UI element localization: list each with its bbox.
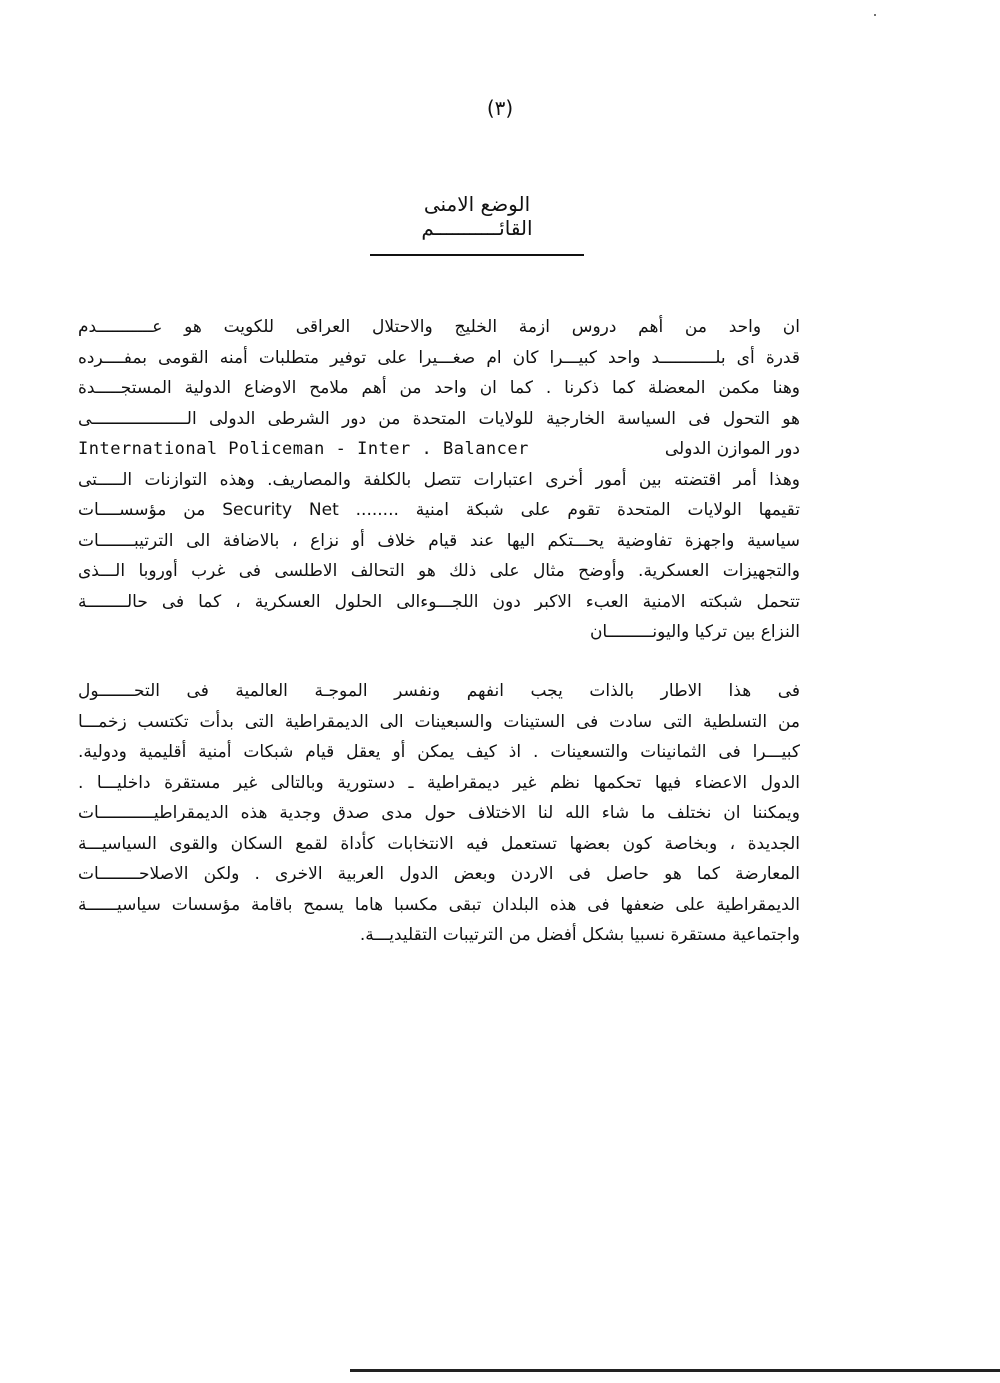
paragraph-line: الديمقراطية على ضعفها فى هذه البلدان تبقى مكسبا هاما يسمح باقامة مؤسسات سياسيــــــة	[78, 894, 800, 915]
section-title: الوضع الامنى القائـــــــــــم	[421, 192, 533, 240]
scan-edge-rule	[350, 1369, 1000, 1372]
paragraph-line: الدول الاعضاء فيها تحكمها نظم غير ديمقراطية ـ دستورية وبالتالى غير مستقرة داخليـــا .	[78, 772, 800, 793]
mixed-language-line	[78, 434, 800, 465]
title-underline	[370, 254, 584, 256]
paragraph-line: من التسلطية التى سادت فى الستينات والسبعينات الى الديمقراطية التى بدأت تكتسب زخمـــا	[78, 711, 800, 732]
paragraph-line: ويمكننا ان نختلف ما شاء الله لنا الاختلاف حول مدى صدق وجدية هذه الديمقراطيـــــــــــات	[78, 803, 800, 823]
paragraph-line: واجتماعية مستقرة نسبيا بشكل أفضل من الترتيبات التقليديـــة.	[359, 925, 800, 945]
paragraph-line: تقيمها الولايات المتحدة تقوم على شبكة امنية ........ Security Net من مؤسســــات	[78, 500, 800, 520]
paragraph-line: الجديدة ، وبخاصة كون بعضها تستعمل فيه الانتخابات كأداة لقمع السكان والقوى السياسيـــة	[78, 833, 800, 854]
paragraph-line: المعارضة كما هو حاصل فى الاردن وبعض الدول العربية الاخرى . ولكن الاصلاحــــــــات	[78, 864, 800, 884]
arabic-term: دور الموازن الدولى	[664, 439, 800, 459]
paragraph-1	[78, 312, 800, 648]
paragraph-line: وهنا مكمن المعضلة كما ذكرنا . كما ان واحد من أهم ملامح الاوضاع الدولية المستجـــــدة	[78, 378, 800, 398]
latin-term: International Policeman - Inter . Balancer	[78, 439, 529, 459]
paragraph-line: فى هذا الاطار بالذات يجب انفهم ونفسر الموجـة العالمية فى التحـــــــول	[78, 681, 800, 701]
paragraph-line: ان واحد من أهم دروس ازمة الخليج والاحتلال العراقى للكويت هو عـــــــــــدم	[78, 317, 800, 337]
paragraph-line: النزاع بين تركيا واليونـــــــــان	[589, 622, 800, 642]
paragraph-line: قدرة أى بلـــــــــــد واحد كبيـــرا كان ام صغـــيرا على توفير متطلبات أمنه القومى بمفــــرده	[78, 347, 800, 368]
paragraph-line: تتحمل شبكته الامنية العبء الاكبر دون اللجـــوءالى الحلول العسكرية ، كما فى حالــــــــة	[78, 591, 800, 612]
section-title-block	[370, 192, 584, 256]
scan-speck	[874, 14, 876, 16]
paragraph-2	[78, 676, 800, 951]
paragraph-line: سياسية واجهزة تفاوضية يحـــتكم اليها عند قيام خلاف أو نزاع ، بالاضافة الى الترتيبـــــــات	[78, 530, 800, 551]
page-number: (٣)	[486, 96, 514, 120]
paragraph-line: كبيـــرا فى الثمانينات والتسعينات . اذ كيف يمكن أو يعقل قيام شبكات أمنية أقليمية ودولية.	[78, 742, 800, 762]
paragraph-line: والتجهيزات العسكرية. وأوضح مثال على ذلك هو التحالف الاطلسى فى غرب أوروبا الـــذى	[78, 561, 800, 581]
paragraph-line: وهذا أمر اقتضته بين أمور أخرى اعتبارات تتصل بالكلفة والمصاريف. وهذه التوازنات الـــــتى	[78, 469, 800, 490]
paragraph-line: هو التحول فى السياسة الخارجية للولايات المتحدة من دور الشرطى الدولى الـــــــــــــــــــى	[78, 408, 800, 429]
